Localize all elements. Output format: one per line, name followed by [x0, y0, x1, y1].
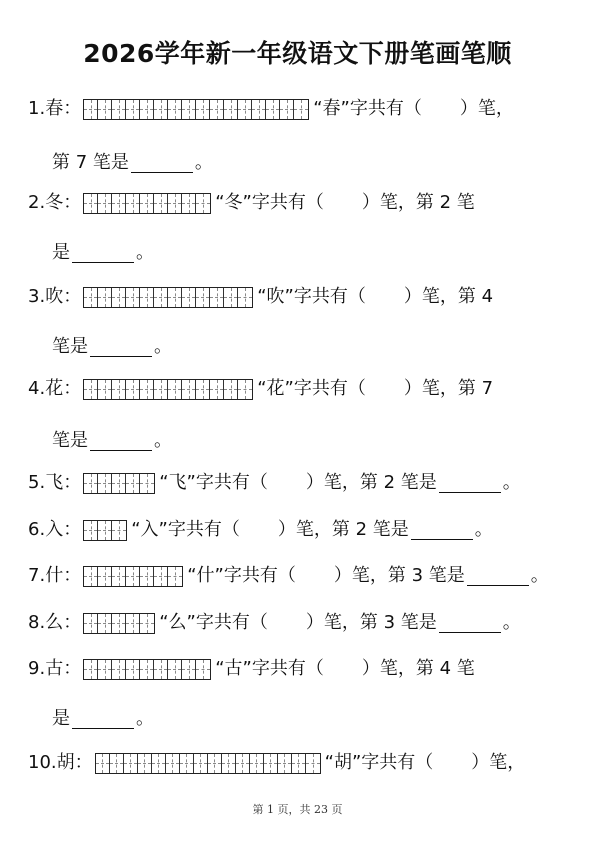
- question-text: 笔是: [52, 336, 88, 357]
- question-text: 是: [52, 708, 70, 729]
- grid-cell[interactable]: [112, 614, 126, 633]
- grid-cell[interactable]: [292, 754, 306, 773]
- page-title: 2026学年新一年级语文下册笔画笔顺: [83, 39, 512, 68]
- colon: ：: [74, 752, 93, 773]
- grid-cell[interactable]: [110, 754, 124, 773]
- grid-cell[interactable]: [140, 100, 154, 119]
- grid-cell[interactable]: [196, 288, 210, 307]
- target-character: 古: [45, 658, 64, 679]
- question-text: “吹”字共有（: [257, 286, 366, 307]
- target-character: 春: [45, 98, 64, 119]
- stroke-writing-grid[interactable]: [83, 99, 309, 120]
- item-number: 10.: [28, 752, 57, 773]
- grid-cell[interactable]: [182, 100, 196, 119]
- period: 。: [136, 242, 154, 263]
- grid-cell[interactable]: [166, 754, 180, 773]
- question-text: 第 7 笔是: [52, 152, 129, 173]
- target-character: 什: [45, 565, 64, 586]
- grid-cell[interactable]: [182, 194, 196, 213]
- grid-cell[interactable]: [294, 100, 308, 119]
- grid-cell[interactable]: [98, 474, 112, 493]
- colon: ：: [63, 658, 82, 679]
- colon: ：: [63, 565, 82, 586]
- question-text: ）笔，第 4 笔: [361, 658, 475, 679]
- answer-blank[interactable]: [72, 710, 134, 729]
- grid-cell[interactable]: [182, 660, 196, 679]
- colon: ：: [63, 612, 82, 633]
- grid-cell[interactable]: [98, 614, 112, 633]
- period: 。: [194, 152, 213, 173]
- grid-cell[interactable]: [208, 754, 222, 773]
- exercise-line: [28, 96, 514, 122]
- grid-cell[interactable]: [236, 754, 250, 773]
- stroke-writing-grid[interactable]: [83, 193, 211, 214]
- grid-cell[interactable]: [140, 614, 154, 633]
- target-character: 花: [45, 378, 64, 399]
- grid-cell[interactable]: [154, 288, 168, 307]
- target-character: 胡: [56, 752, 75, 773]
- colon: ：: [63, 519, 82, 540]
- grid-cell[interactable]: [140, 474, 154, 493]
- grid-cell[interactable]: [112, 100, 126, 119]
- item-number: 1.: [28, 98, 46, 119]
- grid-cell[interactable]: [126, 567, 140, 586]
- question-text: “冬”字共有（: [215, 192, 324, 213]
- colon: ：: [63, 472, 82, 493]
- grid-cell[interactable]: [98, 521, 112, 540]
- exercise-line-continued: [52, 334, 172, 360]
- grid-cell[interactable]: [250, 754, 264, 773]
- question-text: ）笔，: [459, 98, 514, 119]
- item-number: 3.: [28, 286, 46, 307]
- page-footer: 第 1 页，共 23 页: [252, 803, 343, 816]
- period: 。: [154, 430, 172, 451]
- grid-cell[interactable]: [126, 474, 140, 493]
- exercise-line-continued: [52, 706, 154, 732]
- grid-cell[interactable]: [182, 380, 196, 399]
- question-text: 是: [52, 242, 70, 263]
- grid-cell[interactable]: [196, 660, 210, 679]
- stroke-writing-grid[interactable]: [95, 753, 321, 774]
- grid-cell[interactable]: [168, 100, 182, 119]
- item-number: 9.: [28, 658, 46, 679]
- grid-cell[interactable]: [84, 288, 98, 307]
- period: 。: [474, 519, 493, 540]
- stroke-writing-grid[interactable]: [83, 613, 155, 634]
- exercise-line: [28, 656, 475, 682]
- grid-cell[interactable]: [168, 660, 182, 679]
- grid-cell[interactable]: [98, 288, 112, 307]
- grid-cell[interactable]: [238, 288, 252, 307]
- period: 。: [502, 472, 521, 493]
- grid-cell[interactable]: [112, 660, 126, 679]
- grid-cell[interactable]: [154, 660, 168, 679]
- answer-blank[interactable]: [90, 432, 152, 451]
- grid-cell[interactable]: [266, 100, 280, 119]
- grid-cell[interactable]: [210, 288, 224, 307]
- grid-cell[interactable]: [140, 380, 154, 399]
- answer-blank[interactable]: [439, 474, 501, 493]
- grid-cell[interactable]: [154, 380, 168, 399]
- question-text: 笔是: [52, 430, 88, 451]
- item-number: 4.: [28, 378, 46, 399]
- grid-cell[interactable]: [140, 660, 154, 679]
- grid-cell[interactable]: [98, 567, 112, 586]
- grid-cell[interactable]: [196, 100, 210, 119]
- question-text: “入”字共有（: [131, 519, 240, 540]
- colon: ：: [63, 378, 82, 399]
- answer-blank[interactable]: [131, 154, 193, 173]
- period: 。: [530, 565, 549, 586]
- grid-cell[interactable]: [112, 194, 126, 213]
- target-character: 冬: [45, 192, 64, 213]
- grid-cell[interactable]: [194, 754, 208, 773]
- question-text: “古”字共有（: [215, 658, 324, 679]
- grid-cell[interactable]: [98, 380, 112, 399]
- period: 。: [136, 708, 154, 729]
- grid-cell[interactable]: [140, 288, 154, 307]
- stroke-writing-grid[interactable]: [83, 473, 155, 494]
- grid-cell[interactable]: [224, 288, 238, 307]
- grid-cell[interactable]: [152, 754, 166, 773]
- grid-cell[interactable]: [84, 660, 98, 679]
- grid-cell[interactable]: [126, 614, 140, 633]
- grid-cell[interactable]: [84, 380, 98, 399]
- question-text: ）笔，第 4: [403, 286, 494, 307]
- exercise-line: [28, 376, 493, 402]
- grid-cell[interactable]: [168, 194, 182, 213]
- grid-cell[interactable]: [168, 288, 182, 307]
- grid-cell[interactable]: [222, 754, 236, 773]
- grid-cell[interactable]: [126, 380, 140, 399]
- grid-cell[interactable]: [140, 194, 154, 213]
- question-text: “胡”字共有（: [324, 752, 434, 773]
- grid-cell[interactable]: [84, 614, 98, 633]
- grid-cell[interactable]: [98, 660, 112, 679]
- item-number: 7.: [28, 565, 46, 586]
- question-text: “飞”字共有（: [159, 472, 268, 493]
- grid-cell[interactable]: [112, 521, 126, 540]
- grid-cell[interactable]: [238, 100, 252, 119]
- grid-cell[interactable]: [168, 567, 182, 586]
- grid-cell[interactable]: [154, 100, 168, 119]
- question-text: ）笔，第 3 笔是: [305, 612, 437, 633]
- item-number: 2.: [28, 192, 46, 213]
- question-text: “花”字共有（: [257, 378, 366, 399]
- grid-cell[interactable]: [306, 754, 320, 773]
- grid-cell[interactable]: [210, 380, 224, 399]
- stroke-writing-grid[interactable]: [83, 379, 253, 400]
- exercise-line-continued: [52, 150, 213, 176]
- grid-cell[interactable]: [126, 660, 140, 679]
- item-number: 8.: [28, 612, 46, 633]
- exercise-line: [28, 750, 525, 776]
- exercise-line: [28, 563, 549, 589]
- grid-cell[interactable]: [84, 474, 98, 493]
- question-text: ）笔，第 2 笔是: [305, 472, 437, 493]
- target-character: 入: [45, 519, 64, 540]
- grid-cell[interactable]: [264, 754, 278, 773]
- grid-cell[interactable]: [126, 288, 140, 307]
- grid-cell[interactable]: [84, 194, 98, 213]
- grid-cell[interactable]: [140, 567, 154, 586]
- exercise-line-continued: [52, 428, 172, 454]
- question-text: “么”字共有（: [159, 612, 268, 633]
- target-character: 么: [45, 612, 64, 633]
- grid-cell[interactable]: [98, 194, 112, 213]
- answer-blank[interactable]: [411, 521, 473, 540]
- exercise-line: [28, 610, 521, 636]
- answer-blank[interactable]: [439, 614, 501, 633]
- grid-cell[interactable]: [224, 100, 238, 119]
- grid-cell[interactable]: [280, 100, 294, 119]
- exercise-line: [28, 470, 521, 496]
- grid-cell[interactable]: [168, 380, 182, 399]
- colon: ：: [63, 286, 82, 307]
- grid-cell[interactable]: [196, 194, 210, 213]
- question-text: ）笔，第 2 笔: [361, 192, 475, 213]
- question-text: “什”字共有（: [187, 565, 296, 586]
- stroke-writing-grid[interactable]: [83, 566, 183, 587]
- exercise-line: [28, 284, 493, 310]
- period: 。: [502, 612, 521, 633]
- grid-cell[interactable]: [98, 100, 112, 119]
- grid-cell[interactable]: [112, 567, 126, 586]
- grid-cell[interactable]: [126, 194, 140, 213]
- grid-cell[interactable]: [96, 754, 110, 773]
- target-character: 吹: [45, 286, 64, 307]
- grid-cell[interactable]: [124, 754, 138, 773]
- question-text: ）笔，第 3 笔是: [333, 565, 465, 586]
- grid-cell[interactable]: [180, 754, 194, 773]
- answer-blank[interactable]: [72, 244, 134, 263]
- question-text: ）笔，: [471, 752, 526, 773]
- target-character: 飞: [45, 472, 64, 493]
- colon: ：: [63, 192, 82, 213]
- grid-cell[interactable]: [112, 288, 126, 307]
- period: 。: [154, 336, 172, 357]
- colon: ：: [63, 98, 82, 119]
- answer-blank[interactable]: [90, 338, 152, 357]
- grid-cell[interactable]: [84, 521, 98, 540]
- grid-cell[interactable]: [84, 100, 98, 119]
- grid-cell[interactable]: [278, 754, 292, 773]
- grid-cell[interactable]: [182, 288, 196, 307]
- grid-cell[interactable]: [252, 100, 266, 119]
- exercise-line-continued: [52, 240, 154, 266]
- question-text: “春”字共有（: [313, 98, 422, 119]
- exercise-line: [28, 190, 475, 216]
- grid-cell[interactable]: [138, 754, 152, 773]
- grid-cell[interactable]: [224, 380, 238, 399]
- item-number: 5.: [28, 472, 46, 493]
- stroke-writing-grid[interactable]: [83, 287, 253, 308]
- exercise-line: [28, 517, 493, 543]
- grid-cell[interactable]: [154, 567, 168, 586]
- grid-cell[interactable]: [210, 100, 224, 119]
- stroke-writing-grid[interactable]: [83, 659, 211, 680]
- stroke-writing-grid[interactable]: [83, 520, 127, 541]
- answer-blank[interactable]: [467, 567, 529, 586]
- grid-cell[interactable]: [126, 100, 140, 119]
- question-text: ）笔，第 2 笔是: [277, 519, 409, 540]
- item-number: 6.: [28, 519, 46, 540]
- grid-cell[interactable]: [84, 567, 98, 586]
- grid-cell[interactable]: [238, 380, 252, 399]
- grid-cell[interactable]: [112, 380, 126, 399]
- grid-cell[interactable]: [154, 194, 168, 213]
- grid-cell[interactable]: [112, 474, 126, 493]
- question-text: ）笔，第 7: [403, 378, 494, 399]
- grid-cell[interactable]: [196, 380, 210, 399]
